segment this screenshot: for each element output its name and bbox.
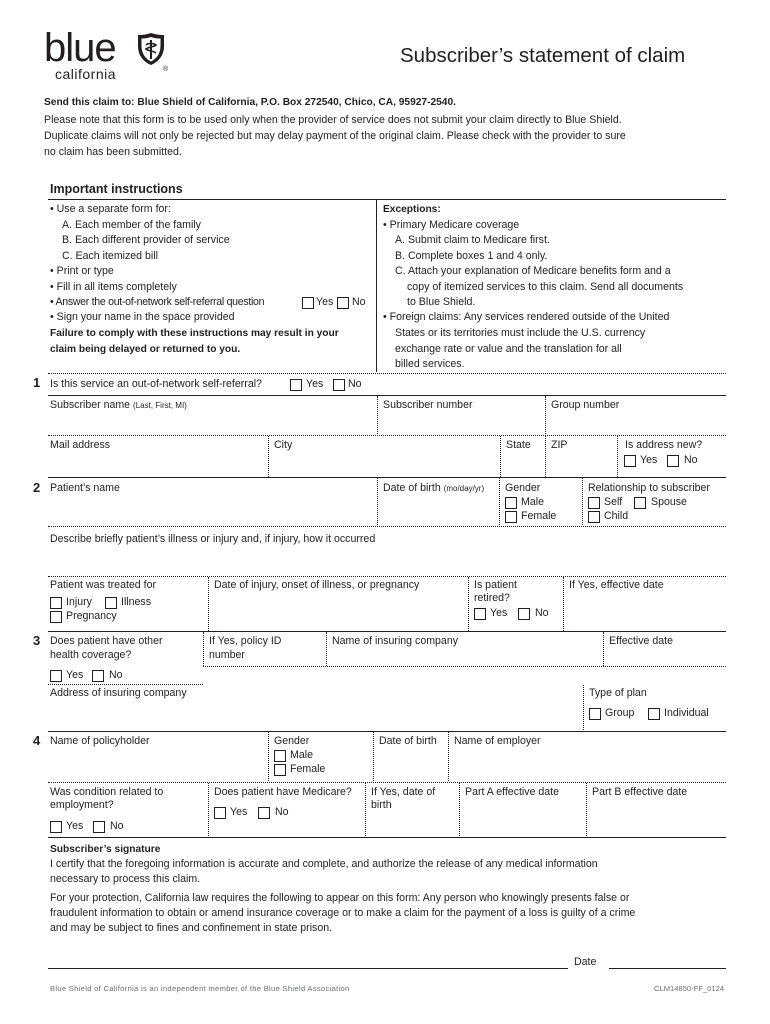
pregnancy-checkbox[interactable] [50, 611, 62, 623]
other-coverage-no-label: No [109, 669, 123, 681]
self-referral-question: Is this service an out-of-network self-referral? [50, 378, 262, 390]
instr-right-5: copy of itemized services to this claim. Send all documents [407, 281, 684, 293]
instr-warning-1: Failure to comply with these instructions may result in your [50, 328, 339, 339]
instr-left-5: • Print or type [50, 265, 114, 277]
patient-name-label: Patient’s name [50, 482, 120, 494]
logo-sub: california [55, 66, 117, 82]
injury-label: Injury [66, 596, 92, 608]
medicare-no-checkbox[interactable] [258, 807, 270, 819]
divider [208, 577, 209, 631]
relationship-self-label: Self [604, 496, 623, 508]
divider [582, 478, 583, 525]
policyholder-female-label: Female [290, 763, 326, 775]
divider [377, 478, 378, 525]
instr-right-2: A. Submit claim to Medicare first. [395, 234, 550, 246]
coverage-effective-date-label: Effective date [609, 635, 673, 647]
illness-label: Illness [121, 596, 152, 608]
divider [365, 783, 366, 836]
rule [48, 526, 726, 527]
mail-address-label: Mail address [50, 439, 111, 451]
address-new-yes-label: Yes [640, 454, 658, 466]
illness-checkbox[interactable] [105, 597, 117, 609]
medicare-yes-label: Yes [230, 806, 248, 818]
medicare-yes-checkbox[interactable] [214, 807, 226, 819]
relationship-self-checkbox[interactable] [588, 497, 600, 509]
law-line-2: fraudulent information to obtain or amend insurance coverage or to make a claim for the payment of a loss is guilty of a crime [50, 907, 636, 919]
employment-label-1: Was condition related to [50, 786, 164, 798]
divider [268, 732, 269, 781]
rule [48, 684, 203, 685]
insuring-company-label: Name of insuring company [332, 635, 459, 647]
policyholder-gender-label: Gender [274, 735, 310, 747]
pregnancy-label: Pregnancy [66, 610, 117, 622]
employer-label: Name of employer [454, 735, 541, 747]
footer-right: CLM14850-FF_0124 [654, 984, 725, 993]
exceptions-heading: Exceptions: [383, 204, 441, 215]
instr-left-8: • Sign your name in the space provided [50, 311, 235, 323]
certify-line-1: I certify that the foregoing information is accurate and complete, and authorize the release of any medical information [50, 858, 598, 870]
section-4-number: 4 [33, 733, 41, 748]
divider [373, 732, 374, 781]
employment-yes-checkbox[interactable] [50, 821, 62, 833]
registered-mark-icon: ® [163, 66, 169, 73]
subscriber-name-label [50, 398, 187, 414]
shield-icon [136, 32, 166, 66]
section-3-number: 3 [33, 633, 41, 648]
policyholder-dob-label: Date of birth [379, 735, 437, 747]
signature-heading: Subscriber’s signature [50, 844, 161, 855]
divider [208, 783, 209, 836]
rule [48, 395, 726, 396]
rule [48, 837, 726, 838]
instr-right-9: exchange rate or value and the translation for all [395, 343, 622, 355]
divider [468, 577, 469, 631]
divider [563, 577, 564, 631]
injury-checkbox[interactable] [50, 597, 62, 609]
instr-left-4: C. Each itemized bill [62, 250, 158, 262]
patient-dob-text: Date of birth [383, 482, 441, 494]
instr-right-4: C. Attach your explanation of Medicare benefits form and a [395, 265, 671, 277]
patient-female-checkbox[interactable] [505, 511, 517, 523]
instr-no-label: No [352, 296, 366, 308]
plan-individual-checkbox[interactable] [648, 708, 660, 720]
intro-note-3: no claim has been submitted. [44, 146, 182, 158]
rule [48, 631, 726, 632]
rule [48, 576, 726, 577]
self-referral-no-label: No [348, 378, 362, 390]
instr-yes-checkbox [302, 297, 314, 309]
instructions-heading: Important instructions [50, 182, 183, 196]
plan-individual-label: Individual [664, 707, 709, 719]
patient-dob-hint: (mo/day/yr) [443, 484, 485, 493]
divider [617, 436, 618, 477]
divider [268, 436, 269, 477]
treated-for-label: Patient was treated for [50, 579, 156, 591]
instructions-top-rule [48, 199, 726, 200]
medicare-label: Does patient have Medicare? [214, 786, 352, 798]
page-title: Subscriber’s statement of claim [400, 44, 686, 67]
law-line-1: For your protection, California law requires the following to appear on this form: Any person who knowingly presents false or [50, 892, 630, 904]
other-coverage-yes-checkbox[interactable] [50, 670, 62, 682]
instr-no-checkbox [337, 297, 349, 309]
patient-dob-label [383, 481, 484, 497]
intro-note-2: Duplicate claims will not only be rejected but may delay payment of the original claim. Please check with the provider to sure [44, 130, 626, 142]
insuring-company-address-label: Address of insuring company [50, 687, 187, 699]
plan-group-label: Group [605, 707, 635, 719]
plan-group-checkbox[interactable] [589, 708, 601, 720]
policyholder-label: Name of policyholder [50, 735, 150, 747]
send-line: Send this claim to: Blue Shield of California, P.O. Box 272540, Chico, CA, 95927-2540. [44, 97, 456, 108]
employment-no-label: No [110, 820, 124, 832]
subscriber-name-text: Subscriber name [50, 399, 131, 411]
instr-left-7: • Answer the out-of-network self-referral question [50, 296, 265, 308]
retired-label-2: retired? [474, 592, 510, 604]
divider [500, 436, 501, 477]
divider [583, 685, 584, 730]
divider [448, 732, 449, 781]
self-referral-yes-label: Yes [306, 378, 324, 390]
section-1-number: 1 [33, 375, 41, 390]
divider [459, 783, 460, 836]
zip-label: ZIP [551, 439, 568, 451]
instr-right-1: • Primary Medicare coverage [383, 219, 520, 231]
other-coverage-no-checkbox[interactable] [92, 670, 104, 682]
footer-left: Blue Shield of California is an independent member of the Blue Shield Association [50, 984, 350, 993]
date-injury-label: Date of injury, onset of illness, or pregnancy [214, 579, 420, 591]
divider [586, 783, 587, 836]
address-new-yes-checkbox[interactable] [624, 455, 636, 467]
divider [326, 632, 327, 666]
logo [44, 26, 174, 86]
relationship-child-label: Child [604, 510, 629, 522]
rule [48, 782, 726, 783]
divider [499, 478, 500, 525]
instr-right-3: B. Complete boxes 1 and 4 only. [395, 250, 548, 262]
date-line[interactable] [609, 968, 726, 969]
relationship-spouse-checkbox[interactable] [634, 497, 646, 509]
employment-label-2: employment? [50, 799, 114, 811]
logo-word: blue [44, 26, 116, 70]
instr-right-6: to Blue Shield. [407, 296, 476, 308]
rule [48, 477, 726, 478]
employment-no-checkbox[interactable] [93, 821, 105, 833]
employment-yes-label: Yes [66, 820, 84, 832]
group-number-label: Group number [551, 399, 620, 411]
retired-yes-checkbox[interactable] [474, 608, 486, 620]
other-coverage-label-2: health coverage? [50, 649, 132, 661]
instr-right-10: billed services. [395, 358, 465, 370]
describe-illness-label: Describe briefly patient’s illness or injury and, if injury, how it occurred [50, 533, 376, 545]
plan-type-label: Type of plan [589, 687, 647, 699]
patient-male-label: Male [521, 496, 544, 508]
signature-line[interactable] [48, 968, 568, 969]
address-new-no-checkbox[interactable] [667, 455, 679, 467]
relationship-child-checkbox[interactable] [588, 511, 600, 523]
instr-left-6: • Fill in all items completely [50, 281, 177, 293]
address-new-label: Is address new? [625, 439, 703, 451]
rule [48, 731, 726, 732]
instructions-divider [376, 200, 377, 372]
medicare-dob-label-2: birth [371, 799, 392, 811]
rule [48, 435, 726, 436]
medicare-dob-label-1: If Yes, date of [371, 786, 436, 798]
retired-yes-label: Yes [490, 607, 508, 619]
other-coverage-label-1: Does patient have other [50, 635, 163, 647]
retired-no-checkbox[interactable] [518, 608, 530, 620]
other-coverage-yes-label: Yes [66, 669, 84, 681]
instr-yes-label: Yes [316, 296, 334, 308]
self-referral-yes-checkbox[interactable] [290, 379, 302, 391]
rule [203, 666, 726, 667]
policyholder-female-checkbox[interactable] [274, 764, 286, 776]
instructions-bottom-rule [48, 373, 726, 374]
policyholder-male-checkbox[interactable] [274, 750, 286, 762]
retired-no-label: No [535, 607, 549, 619]
relationship-label: Relationship to subscriber [588, 482, 710, 494]
instr-right-8: States or its territories must include the U.S. currency [395, 327, 646, 339]
patient-gender-label: Gender [505, 482, 541, 494]
section-2-number: 2 [33, 480, 41, 495]
date-label: Date [574, 956, 597, 968]
policy-id-label-2: number [209, 649, 245, 661]
subscriber-number-label: Subscriber number [383, 399, 473, 411]
instr-warning-2: claim being delayed or returned to you. [50, 344, 241, 355]
address-new-no-label: No [684, 454, 698, 466]
policy-id-label-1: If Yes, policy ID [209, 635, 282, 647]
divider [545, 396, 546, 434]
retired-label-1: Is patient [474, 579, 517, 591]
instr-left-1: • Use a separate form for: [50, 203, 171, 215]
patient-female-label: Female [521, 510, 557, 522]
policyholder-male-label: Male [290, 749, 313, 761]
relationship-spouse-label: Spouse [651, 496, 687, 508]
divider [545, 436, 546, 477]
law-line-3: and may be subject to fines and confinement in state prison. [50, 922, 333, 934]
instr-left-3: B. Each different provider of service [62, 234, 230, 246]
intro-note-1: Please note that this form is to be used only when the provider of service does not submit your claim directly to Blue Shield. [44, 114, 622, 126]
part-a-label: Part A effective date [465, 786, 560, 798]
divider [203, 632, 204, 666]
retired-effective-date-label: If Yes, effective date [569, 579, 664, 591]
medicare-no-label: No [275, 806, 289, 818]
divider [603, 632, 604, 666]
divider [377, 396, 378, 434]
instr-right-7: • Foreign claims: Any services rendered outside of the United [383, 311, 670, 323]
state-label: State [506, 439, 531, 451]
part-b-label: Part B effective date [592, 786, 688, 798]
self-referral-no-checkbox[interactable] [333, 379, 345, 391]
subscriber-name-hint: (Last, First, MI) [133, 401, 187, 410]
patient-male-checkbox[interactable] [505, 497, 517, 509]
instr-left-2: A. Each member of the family [62, 219, 201, 231]
certify-line-2: necessary to process this claim. [50, 873, 201, 885]
city-label: City [274, 439, 293, 451]
